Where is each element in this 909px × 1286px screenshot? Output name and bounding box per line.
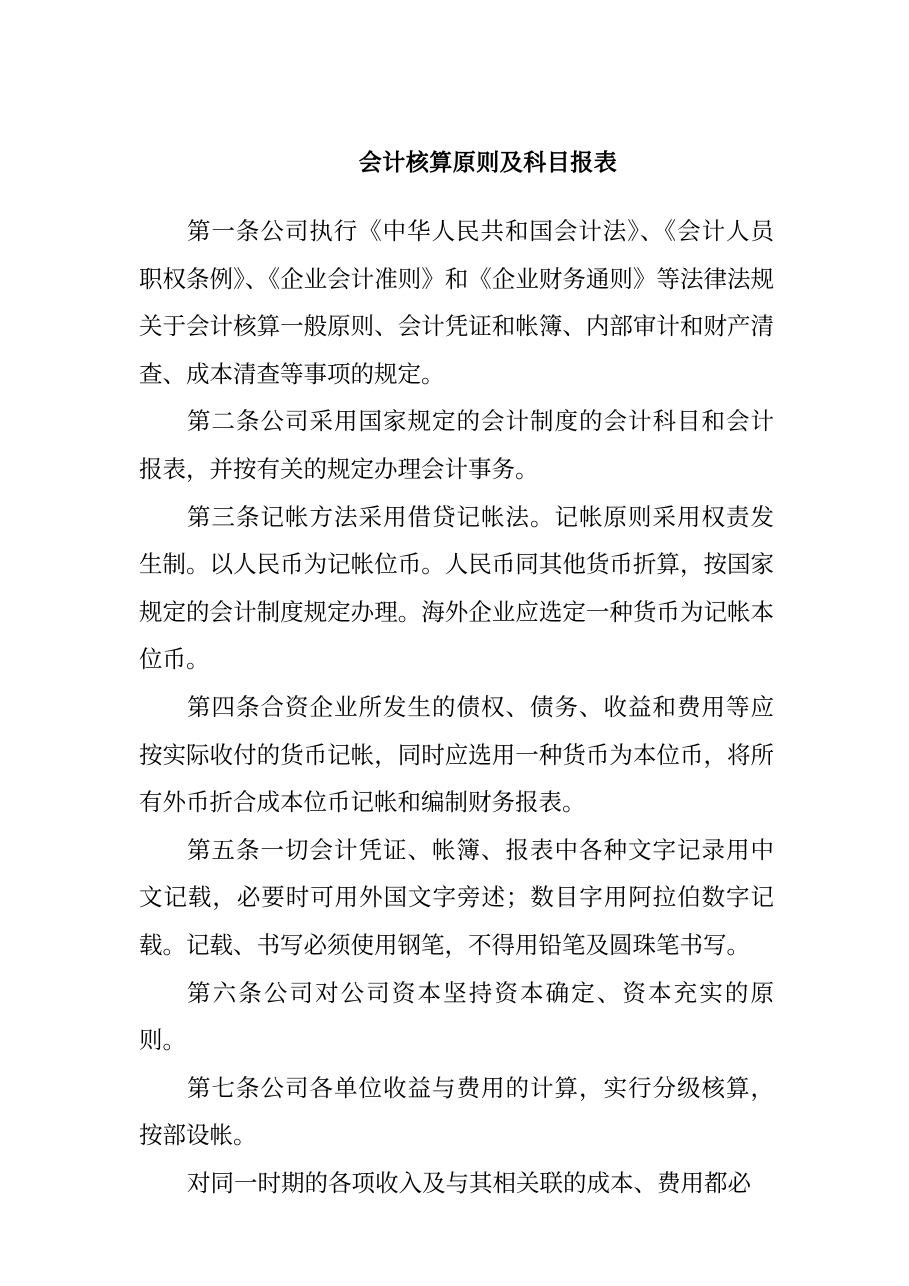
paragraph-article-4: 第四条合资企业所发生的债权、债务、收益和费用等应按实际收付的货币记帐，同时应选用一种货币为本位币，将所有外币折合成本位币记帐和编制财务报表。 <box>139 692 774 817</box>
paragraph-article-1: 第一条公司执行《中华人民共和国会计法》、《会计人员职权条例》、《企业会计准则》和《企业财务通则》等法律法规关于会计核算一般原则、会计凭证和帐簿、内部审计和财产清查、成本清查等事项的规定。 <box>139 217 774 388</box>
document-body <box>139 208 774 1207</box>
paragraph-article-3: 第三条记帐方法采用借贷记帐法。记帐原则采用权责发生制。以人民币为记帐位币。人民币同其他货币折算，按国家规定的会计制度规定办理。海外企业应选定一种货币为记帐本位币。 <box>139 502 774 674</box>
paragraph-continuation: 对同一时期的各项收入及与其相关联的成本、费用都必 <box>187 1168 751 1197</box>
document-title: 会计核算原则及科目报表 <box>358 150 618 176</box>
paragraph-article-6: 第六条公司对公司资本坚持资本确定、资本充实的原则。 <box>139 978 774 1055</box>
paragraph-article-7: 第七条公司各单位收益与费用的计算，实行分级核算，按部设帐。 <box>139 1073 774 1150</box>
paragraph-article-5: 第五条一切会计凭证、帐簿、报表中各种文字记录用中文记载，必要时可用外国文字旁述；数目字用阿拉伯数字记载。记载、书写必须使用钢笔，不得用铅笔及圆珠笔书写。 <box>139 835 774 959</box>
paragraph-article-2: 第二条公司采用国家规定的会计制度的会计科目和会计报表，并按有关的规定办理会计事务。 <box>139 407 774 483</box>
